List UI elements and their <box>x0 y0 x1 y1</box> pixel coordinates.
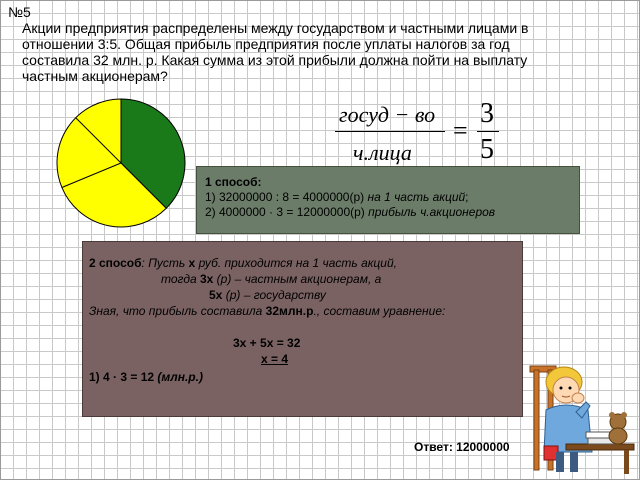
method1-title: 1 способ: <box>205 175 262 189</box>
shares-pie-chart <box>54 96 188 230</box>
method2-line4 <box>89 304 445 319</box>
task-number: №5 <box>8 4 31 20</box>
ratio-numerator: 3 <box>480 98 494 129</box>
method2-l1-x: х <box>188 256 196 270</box>
method2-l2-b: (р) – частным акционерам, а <box>213 272 382 286</box>
method2-l1-a: : Пусть <box>141 256 189 270</box>
method2-l3-b: (р) – государству <box>222 288 326 302</box>
method2-title: 2 способ <box>89 256 142 270</box>
ratio-denominator: 5 <box>480 134 494 165</box>
method2-result <box>89 370 203 385</box>
method2-l4-b: 32млн.р <box>265 304 314 318</box>
method2-l2-x: 3х <box>199 272 214 286</box>
ratio-fraction-bar <box>477 131 499 132</box>
fraction-denominator: ч.лица <box>353 140 412 165</box>
method2-result-calc: 1) 4 · 3 = 12 <box>89 370 158 384</box>
method2-l3-x: 5х <box>209 288 223 302</box>
fraction-bar <box>335 131 445 132</box>
method1-line1 <box>205 190 571 205</box>
method2-line1 <box>89 256 397 271</box>
method1-line1-end: ; <box>465 190 469 204</box>
method1-line1-note: на 1 часть акций <box>367 190 466 204</box>
method2-equation: 3х + 5х = 32 <box>233 336 301 350</box>
method1-box <box>196 166 580 234</box>
method2-l2-a: тогда <box>161 272 200 286</box>
method2-l1-b: руб. приходится на 1 часть акций, <box>195 256 397 270</box>
method2-line3 <box>209 288 326 303</box>
method2-solution: х = 4 <box>261 352 289 366</box>
method2-line2 <box>161 272 381 287</box>
problem-text: Акции предприятия распределены между государством и частными лицами в отношении 3:5. Общая прибыль предприятия после уплаты налогов за год составила 32 млн. р. Какая сумма из этой прибыли должна пойти на выплату частным акционерам? <box>22 20 529 84</box>
method2-box <box>82 241 523 417</box>
ratio-fraction <box>333 98 503 166</box>
method1-line2-calc: 2) 4000000 · 3 = 12000000(р) <box>205 205 369 219</box>
equals-sign: = <box>453 116 468 145</box>
method2-result-unit: (млн.р.) <box>157 370 203 384</box>
method2-l4-a: Зная, что прибыль составила <box>89 304 266 318</box>
method1-line2 <box>205 205 571 220</box>
method1-line1-calc: 1) 32000000 : 8 = 4000000(р) <box>205 190 368 204</box>
fraction-numerator: госуд − во <box>339 102 436 127</box>
answer-text: Ответ: 12000000 <box>414 440 510 454</box>
method1-line2-note: прибыль ч.акционеров <box>368 205 496 219</box>
thinking-boy-illustration <box>526 360 636 476</box>
method2-l4-c: ., составим уравнение: <box>313 304 446 318</box>
